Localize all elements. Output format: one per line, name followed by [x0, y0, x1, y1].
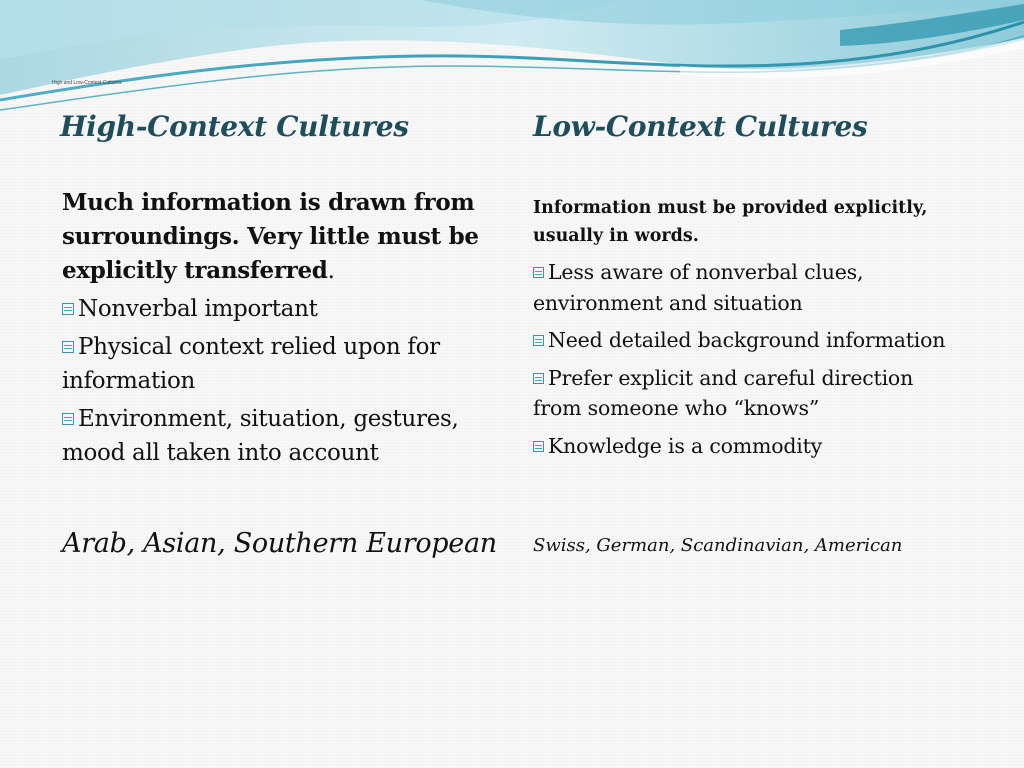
bullet-text: Need detailed background information [548, 328, 946, 352]
list-item [62, 330, 502, 398]
bullet-icon [533, 267, 544, 278]
slide-title-small: High and Low-Context Cultures [52, 80, 122, 86]
list-item [62, 402, 502, 470]
bullet-icon [62, 413, 74, 425]
bullet-icon [62, 303, 74, 315]
bullet-text: Knowledge is a commodity [548, 433, 823, 458]
low-context-lead: Information must be provided explicitly, usually in words. [533, 198, 928, 246]
high-context-bullet-list [62, 292, 502, 470]
bullet-text: Environment, situation, gestures, mood all taken into account [62, 406, 459, 466]
high-context-lead-bold: Much information is drawn from surroundings. Very little must be explicitly transferred [62, 189, 479, 284]
list-item [533, 325, 953, 356]
bullet-text: Physical context relied upon for information [62, 334, 440, 394]
list-item [533, 363, 953, 424]
high-context-examples: Arab, Asian, Southern European [62, 528, 497, 559]
bullet-icon [533, 441, 544, 452]
high-context-heading: High-Context Cultures [60, 110, 409, 143]
high-context-lead-tail: . [327, 258, 335, 284]
list-item [533, 431, 953, 462]
low-context-examples: Swiss, German, Scandinavian, American [533, 535, 903, 556]
low-context-bullet-list [533, 257, 953, 461]
bullet-icon [533, 373, 544, 384]
bullet-icon [62, 341, 74, 353]
low-context-column [533, 186, 953, 461]
high-context-lead [62, 186, 502, 288]
low-context-heading: Low-Context Cultures [533, 110, 868, 143]
list-item [533, 257, 953, 318]
list-item [62, 292, 502, 326]
bullet-text: Less aware of nonverbal clues, environment and situation [533, 260, 864, 315]
bullet-text: Nonverbal important [78, 296, 318, 322]
bullet-text: Prefer explicit and careful direction from someone who “knows” [533, 365, 914, 420]
high-context-column [62, 186, 502, 470]
bullet-icon [533, 335, 544, 346]
